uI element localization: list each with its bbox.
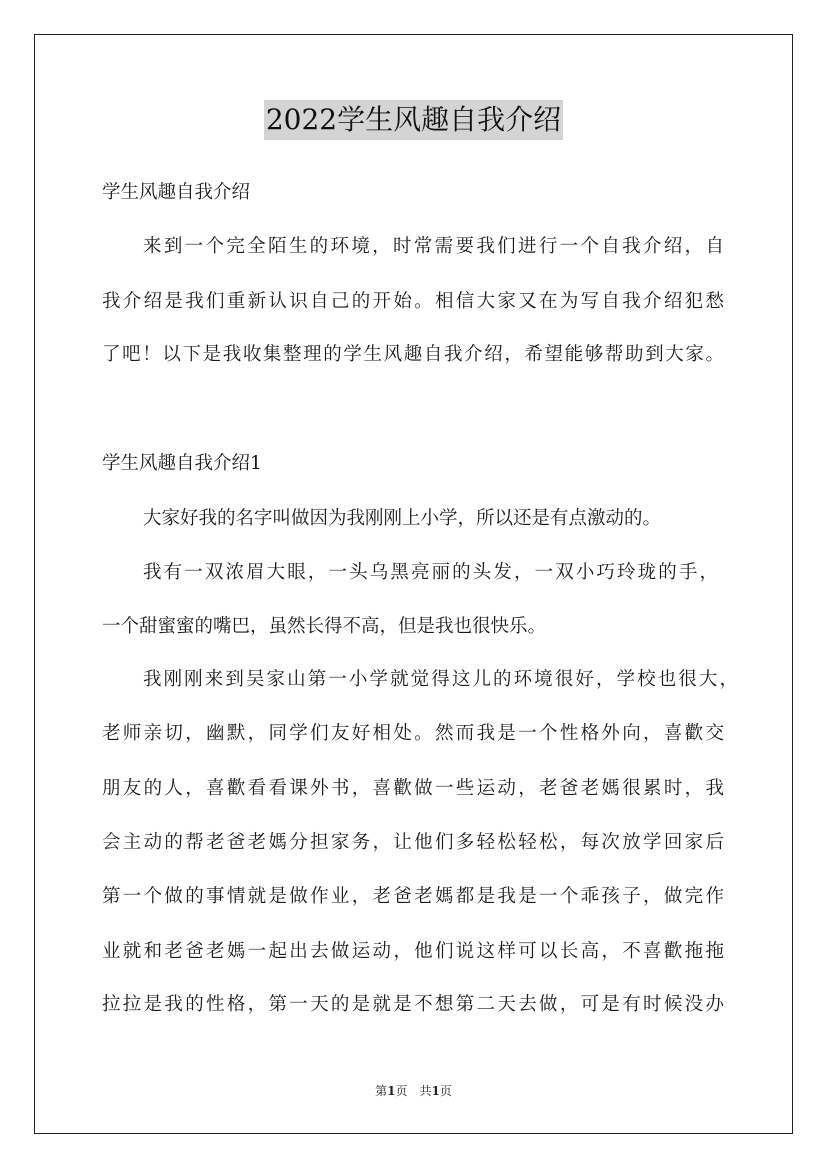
- paragraph-3-line-2: 老师亲切，幽默，同学们友好相处。然而我是一个性格外向，喜歡交: [102, 723, 724, 744]
- title-container: [0, 100, 827, 140]
- page-footer: [0, 1083, 827, 1099]
- footer-page-suffix: 页: [439, 1084, 452, 1098]
- footer-page-current: 1: [387, 1084, 396, 1098]
- intro-line-3: 了吧！以下是我收集整理的学生风趣自我介绍，希望能够帮助到大家。: [102, 344, 724, 365]
- paragraph-3-line-4: 会主动的帮老爸老媽分担家务，让他们多轻松轻松，每次放学回家后: [102, 832, 724, 853]
- paragraph-3-line-6: 业就和老爸老媽一起出去做运动，他们说这样可以长高，不喜歡拖拖: [102, 941, 724, 962]
- paragraph-2-line-2: 一个甜蜜蜜的嘴巴，虽然长得不高，但是我也很快乐。: [102, 616, 547, 637]
- paragraph-3-line-7: 拉拉是我的性格，第一天的是就是不想第二天去做，可是有时候没办: [102, 994, 724, 1015]
- intro-line-2: 我介绍是我们重新认识自己的开始。相信大家又在为写自我介绍犯愁: [102, 291, 724, 312]
- paragraph-3-line-1: 我刚刚来到吴家山第一小学就觉得这儿的环境很好，学校也很大，: [143, 669, 738, 690]
- paragraph-3-line-3: 朋友的人，喜歡看看课外书，喜歡做一些运动，老爸老媽很累时，我: [102, 778, 724, 799]
- intro-line-1: 来到一个完全陌生的环境，时常需要我们进行一个自我介绍，自: [143, 236, 724, 257]
- document-title: 2022学生风趣自我介绍: [264, 100, 563, 140]
- footer-page-total: 1: [431, 1084, 440, 1098]
- paragraph-2-line-1: 我有一双浓眉大眼，一头乌黑亮丽的头发，一双小巧玲珑的手，: [143, 562, 718, 583]
- paragraph-1: 大家好我的名字叫做因为我刚刚上小学，所以还是有点激动的。: [143, 508, 662, 529]
- paragraph-3-line-5: 第一个做的事情就是做作业，老爸老媽都是我是一个乖孩子，做完作: [102, 886, 724, 907]
- footer-page-prefix: 第: [375, 1084, 388, 1098]
- document-subtitle: 学生风趣自我介绍: [102, 182, 251, 203]
- footer-page-mid: 页 共: [395, 1084, 432, 1098]
- section-heading: 学生风趣自我介绍1: [102, 453, 262, 474]
